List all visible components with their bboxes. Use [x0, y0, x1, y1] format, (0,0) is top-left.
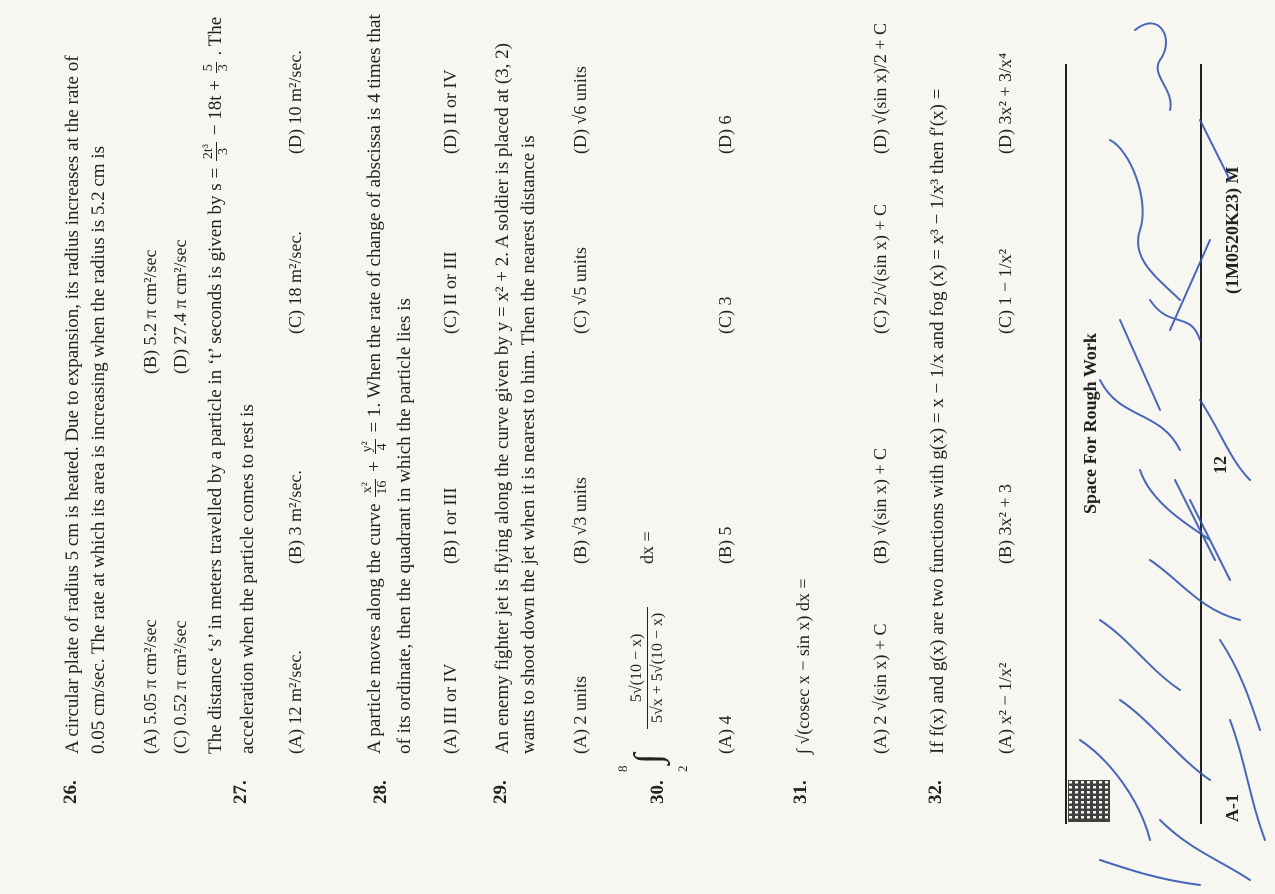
- question-number: 31.: [790, 780, 811, 804]
- denominator: 3: [216, 64, 232, 72]
- option-b: (B) 5: [715, 526, 735, 564]
- option-c: (C) 2/√(sin x) + C: [870, 203, 890, 334]
- question-text-part: A particle moves along the curve: [364, 503, 385, 754]
- question-text-part: The distance ‘s’ in meters travelled by a particle in ‘t’ seconds is given by s =: [205, 167, 226, 754]
- option-a: (A) 2 units: [570, 676, 590, 754]
- denominator: 5√x + 5√(10 − x): [649, 612, 666, 723]
- option-d: (D) II or IV: [440, 69, 460, 154]
- rough-work-label: Space For Rough Work: [1080, 333, 1100, 514]
- question-number: 27.: [230, 780, 251, 804]
- denominator: 4: [375, 443, 391, 451]
- question-number: 29.: [490, 780, 511, 804]
- option-a: (A) III or IV: [440, 663, 460, 754]
- option-b: (B) √(sin x) + C: [870, 447, 890, 564]
- option-a: (A) 4: [715, 715, 735, 754]
- option-a: (A) 12 m²/sec.: [285, 650, 305, 754]
- question-number: 30.: [647, 780, 668, 804]
- option-d: (D) √6 units: [570, 66, 590, 154]
- question-number: 28.: [370, 780, 391, 804]
- question-number: 26.: [60, 780, 81, 804]
- option-b: (B) 5.2 π cm²/sec: [140, 249, 160, 374]
- integral-lower-limit: 2: [675, 765, 690, 772]
- integral-expression: ∫ √(cosec x − sin x) dx =: [793, 578, 813, 754]
- option-b: (B) I or III: [440, 487, 460, 564]
- denominator: 3: [216, 148, 232, 156]
- numerator: 5√(10 − x): [627, 607, 648, 729]
- set-label: A-1: [1222, 794, 1242, 822]
- option-d: (D) √(sin x)/2 + C: [870, 22, 890, 154]
- integral-sign-icon: ∫: [627, 753, 669, 764]
- question-number: 32.: [925, 780, 946, 804]
- question-text-part: − 18t +: [205, 80, 226, 136]
- numerator: x²: [361, 479, 376, 497]
- option-a: (A) 5.05 π cm²/sec: [140, 619, 160, 754]
- option-c: (C) √5 units: [570, 247, 590, 334]
- option-d: (D) 27.4 π cm²/sec: [170, 239, 190, 374]
- page-number: 12: [1210, 456, 1230, 474]
- question-text: An enemy fighter jet is flying along the curve given by y = x² + 2. A soldier is placed at (3, 2) wants to shoot down the jet when it is nearest to him. Then the nearest distance is: [492, 43, 539, 754]
- question-text: If f(x) and g(x) are two functions with g(x) = x − 1/x and fog (x) = x³ − 1/x³ then f′(x) =: [927, 88, 948, 754]
- numerator: y²: [360, 441, 376, 453]
- integral-upper-limit: 8: [615, 765, 630, 772]
- option-c: (C) 0.52 π cm²/sec: [170, 620, 190, 754]
- question-text-part: . The acceleration when the particle comes to rest is: [205, 16, 258, 754]
- option-d: (D) 6: [715, 115, 735, 154]
- option-c: (C) 3: [715, 296, 735, 334]
- numerator: 5: [201, 64, 217, 72]
- question-text: A circular plate of radius 5 cm is heated. Due to expansion, its radius increases at the rate of 0.05 cm/sec. The rate at which its area is increasing when the radius is 5.2 cm is: [62, 55, 109, 754]
- option-c: (C) 18 m²/sec.: [285, 231, 305, 334]
- numerator: 2t³: [201, 143, 217, 160]
- option-d: (D) 3x² + 3/x⁴: [995, 52, 1015, 154]
- option-b: (B) √3 units: [570, 477, 590, 564]
- option-b: (B) 3 m²/sec.: [285, 470, 305, 564]
- option-a: (A) 2 √(sin x) + C: [870, 623, 890, 754]
- option-c: (C) II or III: [440, 251, 460, 334]
- dx-equals: dx =: [637, 531, 657, 564]
- option-c: (C) 1 − 1/x²: [995, 248, 1015, 334]
- question-text-part: = 1. When the rate of change of abscissa is 4 times that of its ordinate, then the quadrant in which the particle lies is: [364, 14, 416, 754]
- plus-sign: +: [364, 461, 385, 472]
- option-d: (D) 10 m²/sec.: [285, 50, 305, 154]
- paper-code: (1M0520K23) M: [1222, 166, 1242, 294]
- denominator: 16: [375, 480, 391, 495]
- option-b: (B) 3x² + 3: [995, 483, 1015, 564]
- option-a: (A) x² − 1/x²: [995, 662, 1015, 754]
